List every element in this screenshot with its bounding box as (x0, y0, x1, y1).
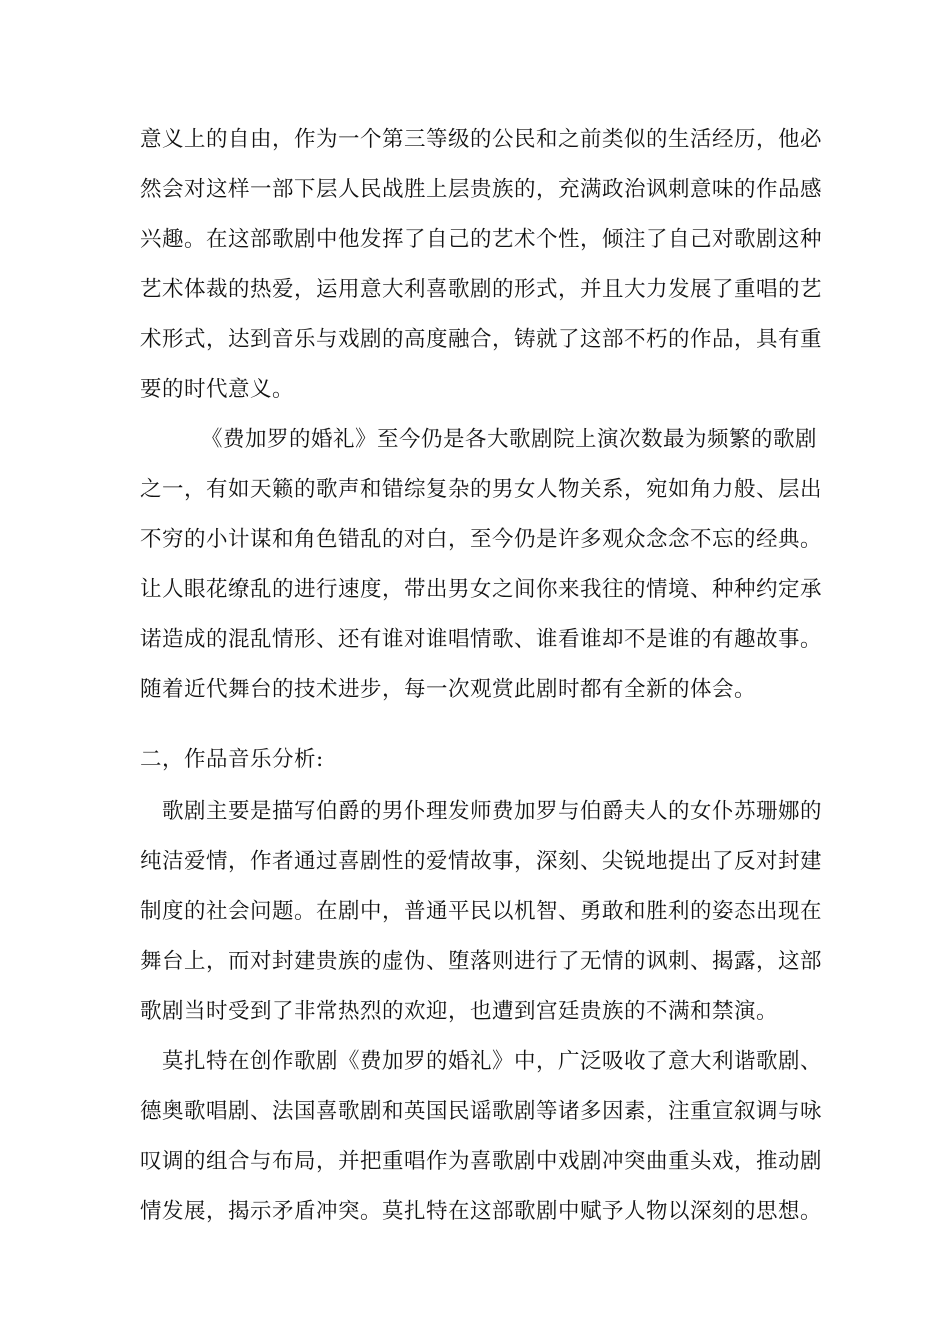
text-line: 然会对这样一部下层人民战胜上层贵族的，充满政治讽刺意味的作品感 (140, 177, 823, 202)
text-line: 莫扎特在创作歌剧《费加罗的婚礼》中，广泛吸收了意大利谐歌剧、 (162, 1049, 823, 1074)
text-line: 情发展，揭示矛盾冲突。莫扎特在这部歌剧中赋予人物以深刻的思想。 (140, 1199, 823, 1224)
text-line: 《费加罗的婚礼》至今仍是各大歌剧院上演次数最为频繁的歌剧 (201, 427, 818, 452)
text-line: 术形式，达到音乐与戏剧的高度融合，铸就了这部不朽的作品，具有重 (140, 327, 823, 352)
text-line: 让人眼花缭乱的进行速度，带出男女之间你来我往的情境、种种约定承 (140, 577, 823, 602)
text-line: 制度的社会问题。在剧中，普通平民以机智、勇敢和胜利的姿态出现在 (140, 899, 823, 924)
text-line: 随着近代舞台的技术进步，每一次观赏此剧时都有全新的体会。 (140, 677, 757, 702)
text-line: 之一，有如天籁的歌声和错综复杂的男女人物关系，宛如角力般、层出 (140, 477, 823, 502)
text-line: 诺造成的混乱情形、还有谁对谁唱情歌、谁看谁却不是谁的有趣故事。 (140, 627, 823, 652)
text-line: 不穷的小计谋和角色错乱的对白，至今仍是许多观众念念不忘的经典。 (140, 527, 823, 552)
text-line: 歌剧当时受到了非常热烈的欢迎，也遭到宫廷贵族的不满和禁演。 (140, 999, 779, 1024)
text-line: 兴趣。在这部歌剧中他发挥了自己的艺术个性，倾注了自己对歌剧这种 (140, 227, 823, 252)
text-line: 歌剧主要是描写伯爵的男仆理发师费加罗与伯爵夫人的女仆苏珊娜的 (162, 799, 823, 824)
text-line: 艺术体裁的热爱，运用意大利喜歌剧的形式，并且大力发展了重唱的艺 (140, 277, 823, 302)
text-line: 舞台上，而对封建贵族的虚伪、堕落则进行了无情的讽刺、揭露，这部 (140, 949, 823, 974)
text-line: 德奥歌唱剧、法国喜歌剧和英国民谣歌剧等诸多因素，注重宣叙调与咏 (140, 1099, 823, 1124)
text-line: 要的时代意义。 (140, 377, 295, 402)
section-heading: 二，作品音乐分析: (140, 747, 324, 772)
text-line: 叹调的组合与布局，并把重唱作为喜歌剧中戏剧冲突曲重头戏，推动剧 (140, 1149, 823, 1174)
text-line: 纯洁爱情，作者通过喜剧性的爱情故事，深刻、尖锐地提出了反对封建 (140, 849, 823, 874)
text-line: 意义上的自由，作为一个第三等级的公民和之前类似的生活经历，他必 (140, 127, 823, 152)
